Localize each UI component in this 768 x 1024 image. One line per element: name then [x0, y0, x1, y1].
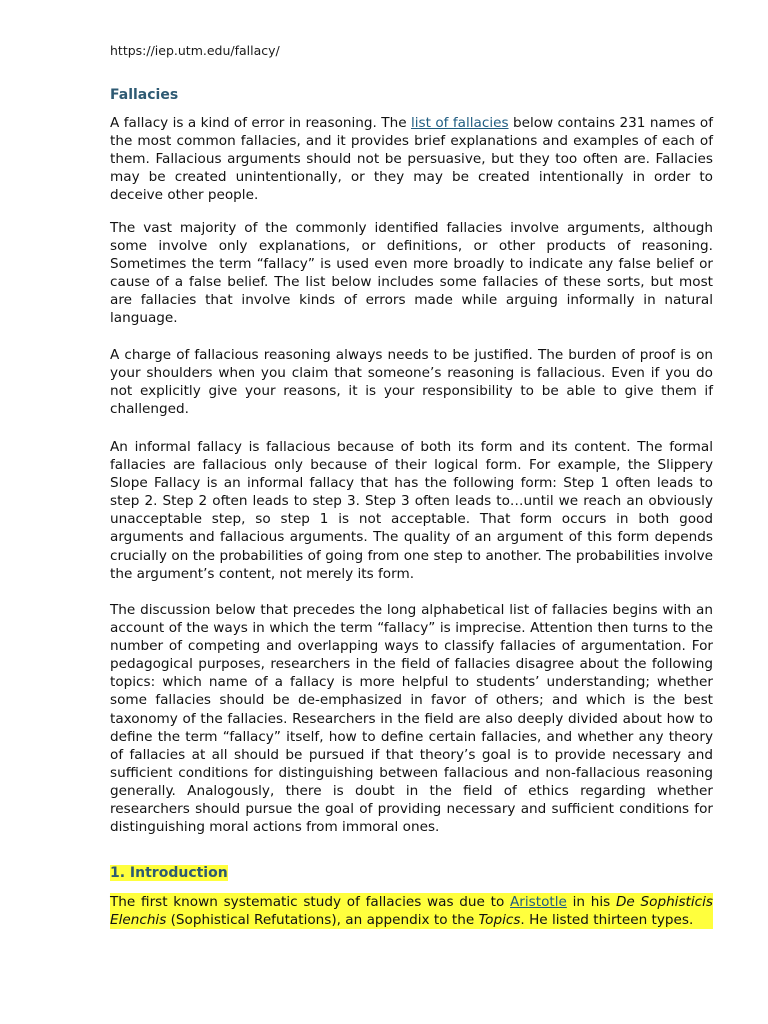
intro-italic-title-1: De Sophisticis Elenchis — [110, 894, 713, 929]
list-of-fallacies-link[interactable]: list of fallacies — [410, 115, 509, 131]
source-url: https://iep.utm.edu/fallacy/ — [110, 43, 280, 58]
aristotle-link[interactable]: Aristotle — [510, 894, 567, 910]
paragraph-4: An informal fallacy is fallacious because of both its form and its content. The formal fallacies are fallacious only because of their logical form. For example, the Slippery Slope Fallacy is an informal fallacy that has the following form: Step 1 often leads to step 2. Step 2 often leads to step 3. Step 3 often leads to…until we reach an obviously unacceptable step, so step 1 is not acceptable. That form occurs in both good arguments and fallacious arguments. The quality of an argument of this form depends crucially on the probabilities of going from one step to another. The probabilities involve the argument’s content, not merely its form. — [110, 439, 713, 582]
paragraph-5: The discussion below that precedes the long alphabetical list of fallacies begins with an account of the ways in which the term “fallacy” is imprecise. Attention then turns to the number of competing and overlapping ways to classify fallacies of argumentation. For pedagogical purposes, researchers in the field of fallacies disagree about the following topics: which name of a fallacy is more helpful to students’ understanding; whether some fallacies should be de-emphasized in favor of others; and which is the best taxonomy of the fallacies. Researchers in the field are also deeply divided about how to define the term “fallacy” itself, how to define certain fallacies, and whether any theory of fallacies at all should be pursued if that theory’s goal is to provide necessary and sufficient conditions for distinguishing between fallacious and non-fallacious reasoning generally. Analogously, there is doubt in the field of ethics regarding whether researchers should pursue the goal of providing necessary and sufficient conditions for distinguishing moral actions from immoral ones. — [110, 602, 713, 836]
paragraph-1-text-end: below contains 231 names of the most common fallacies, and it provides brief explanations and examples of each of them. Fallacious arguments should not be persuasive, but they too often are. Fallacies may be created unintentionally, or they may be created intentionally in order to deceive other people. — [110, 115, 713, 204]
intro-text-1: The first known systematic study of fallacies was due to — [110, 894, 510, 910]
section-heading-introduction — [110, 863, 228, 883]
intro-text-3: (Sophistical Refutations), an appendix to the — [166, 912, 479, 929]
intro-text-2: in his — [566, 894, 616, 910]
page-title: Fallacies — [110, 87, 179, 103]
paragraph-1-text-start: A fallacy is a kind of error in reasoning. The — [110, 115, 411, 131]
intro-text-4: . He listed thirteen types. — [520, 912, 694, 929]
intro-italic-title-2: Topics — [478, 912, 521, 929]
paragraph-1 — [110, 114, 713, 204]
paragraph-3: A charge of fallacious reasoning always needs to be justified. The burden of proof is on your shoulders when you claim that someone’s reasoning is fallacious. Even if you do not explicitly give your reasons, it is your responsibility to be able to give them if challenged. — [110, 347, 713, 418]
section-heading-text: 1. Introduction — [110, 865, 228, 881]
introduction-paragraph — [110, 893, 713, 929]
paragraph-2: The vast majority of the commonly identified fallacies involve arguments, although some involve only explanations, or definitions, or other products of reasoning. Sometimes the term “fallacy” is used even more broadly to indicate any false belief or cause of a false belief. The list below includes some fallacies of these sorts, but most are fallacies that involve kinds of errors made while arguing informally in natural language. — [110, 220, 713, 327]
